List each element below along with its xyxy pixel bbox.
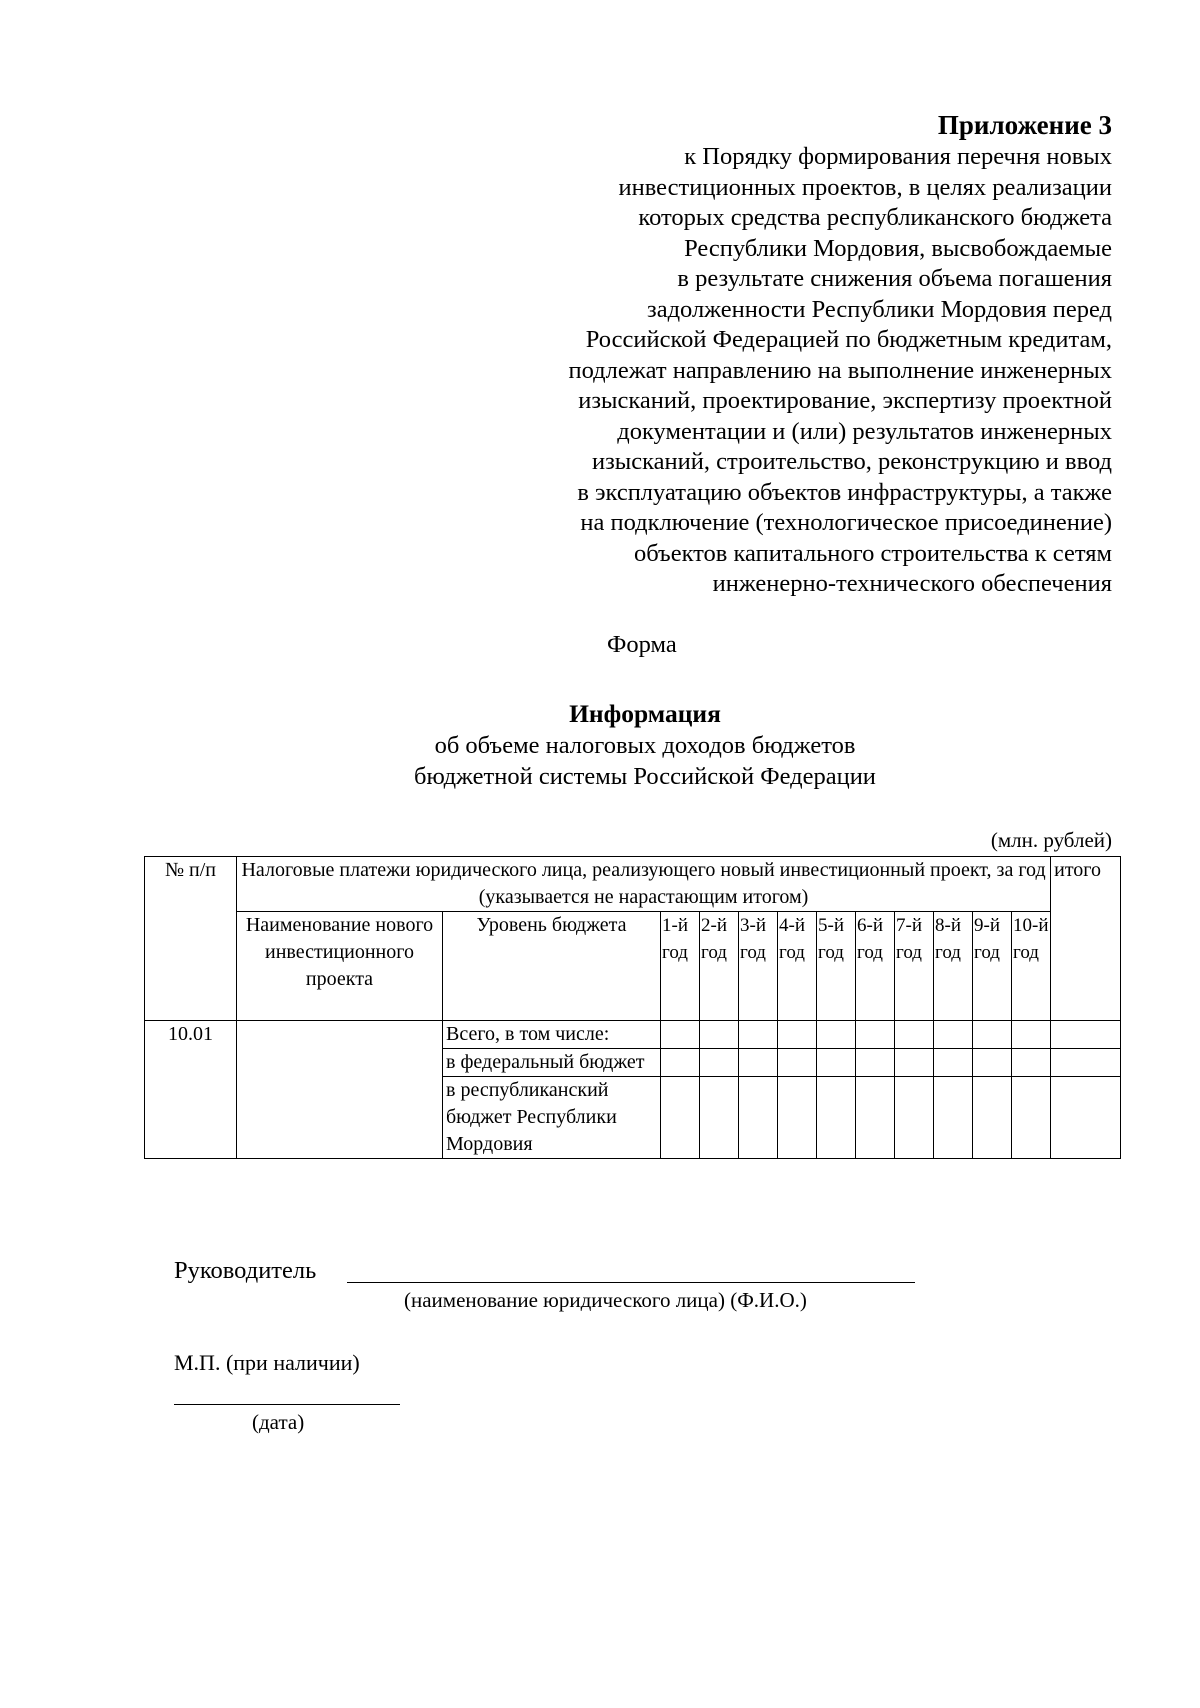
- appendix-line: в результате снижения объема погашения: [677, 265, 1112, 292]
- value-cell: [934, 1049, 973, 1077]
- subheader-row: [145, 912, 1121, 1021]
- header-year: 5-й год: [817, 912, 856, 1021]
- value-cell: [973, 1077, 1012, 1159]
- value-cell: [778, 1049, 817, 1077]
- value-cell: [661, 1077, 700, 1159]
- value-cell: [973, 1021, 1012, 1049]
- appendix-line: подлежат направлению на выполнение инженерных: [568, 356, 1112, 384]
- value-cell: [700, 1077, 739, 1159]
- value-cell: [973, 1049, 1012, 1077]
- head-label: Руководитель: [174, 1257, 317, 1284]
- appendix-title: Приложение 3: [937, 110, 1112, 140]
- table-row: [145, 1021, 1121, 1049]
- header-num: № п/п: [145, 857, 237, 1021]
- appendix-line: изысканий, проектирование, экспертизу проектной: [578, 387, 1112, 414]
- appendix-line: документации и (или) результатов инженерных: [617, 417, 1112, 445]
- value-cell: [739, 1077, 778, 1159]
- header-year: 9-й год: [973, 912, 1012, 1021]
- tax-table: [144, 856, 1121, 1159]
- info-subtitle-line: бюджетной системы Российской Федерации: [414, 763, 876, 790]
- value-cell: [895, 1021, 934, 1049]
- header-row: [145, 857, 1121, 912]
- value-cell: [661, 1021, 700, 1049]
- date-caption: (дата): [252, 1410, 305, 1434]
- appendix-line: задолженности Республики Мордовия перед: [647, 295, 1112, 323]
- value-cell: [817, 1021, 856, 1049]
- info-subtitle-line: об объеме налоговых доходов бюджетов: [434, 732, 856, 759]
- value-cell: [778, 1077, 817, 1159]
- value-cell: [739, 1049, 778, 1077]
- header-year: 8-й год: [934, 912, 973, 1021]
- head-caption: (наименование юридического лица) (Ф.И.О.): [404, 1288, 807, 1312]
- appendix-line: на подключение (технологическое присоединение): [580, 509, 1112, 536]
- value-cell: [1012, 1049, 1051, 1077]
- value-cell: [739, 1021, 778, 1049]
- head-signature-line: [347, 1282, 915, 1283]
- value-cell: [934, 1077, 973, 1159]
- stamp-label: М.П. (при наличии): [174, 1350, 360, 1375]
- header-year: 7-й год: [895, 912, 934, 1021]
- value-cell: [1012, 1077, 1051, 1159]
- header-year: 4-й год: [778, 912, 817, 1021]
- budget-level-cell: в республиканский бюджет Республики Мордовия: [443, 1077, 661, 1159]
- value-cell: [934, 1021, 973, 1049]
- info-heading: [0, 698, 1200, 792]
- header-year: 3-й год: [739, 912, 778, 1021]
- value-cell: [700, 1049, 739, 1077]
- units-label: (млн. рублей): [990, 828, 1112, 852]
- appendix-line: изысканий, строительство, реконструкцию и ввод: [591, 448, 1112, 475]
- value-cell: [700, 1021, 739, 1049]
- form-label: Форма: [607, 631, 677, 658]
- value-cell: [856, 1021, 895, 1049]
- value-cell: [895, 1049, 934, 1077]
- appendix-block: [472, 108, 1112, 600]
- appendix-line: Российской Федерацией по бюджетным кредитам,: [585, 326, 1112, 353]
- header-year: 2-й год: [700, 912, 739, 1021]
- appendix-line: в эксплуатацию объектов инфраструктуры, а также: [577, 478, 1112, 506]
- info-title: Информация: [569, 699, 721, 728]
- budget-level-cell: в федеральный бюджет: [443, 1049, 661, 1077]
- appendix-line: объектов капитального строительства к сетям: [633, 539, 1112, 567]
- header-year: 6-й год: [856, 912, 895, 1021]
- appendix-line: инженерно-технического обеспечения: [712, 570, 1112, 597]
- value-cell: [1012, 1021, 1051, 1049]
- appendix-line: к Порядку формирования перечня новых: [684, 143, 1112, 170]
- total-cell: [1051, 1049, 1121, 1077]
- date-line: [174, 1404, 400, 1405]
- header-payments: Налоговые платежи юридического лица, реализующего новый инвестиционный проект, за год (указывается не нарастающим итогом): [237, 857, 1051, 912]
- value-cell: [778, 1021, 817, 1049]
- total-cell: [1051, 1021, 1121, 1049]
- project-name-cell: [237, 1021, 443, 1159]
- row-number: 10.01: [145, 1021, 237, 1159]
- budget-level-cell: Всего, в том числе:: [443, 1021, 661, 1049]
- value-cell: [895, 1077, 934, 1159]
- appendix-line: инвестиционных проектов, в целях реализации: [618, 173, 1112, 201]
- appendix-line: которых средства республиканского бюджета: [638, 204, 1112, 231]
- header-year: 1-й год: [661, 912, 700, 1021]
- appendix-line: Республики Мордовия, высвобождаемые: [684, 234, 1112, 262]
- value-cell: [817, 1077, 856, 1159]
- value-cell: [817, 1049, 856, 1077]
- value-cell: [856, 1077, 895, 1159]
- value-cell: [661, 1049, 700, 1077]
- value-cell: [856, 1049, 895, 1077]
- total-cell: [1051, 1077, 1121, 1159]
- header-budget-level: Уровень бюджета: [443, 912, 661, 1021]
- header-project-name: Наименование нового инвестиционного проекта: [237, 912, 443, 1021]
- header-year: 10-й год: [1012, 912, 1051, 1021]
- header-total: итого: [1051, 857, 1121, 1021]
